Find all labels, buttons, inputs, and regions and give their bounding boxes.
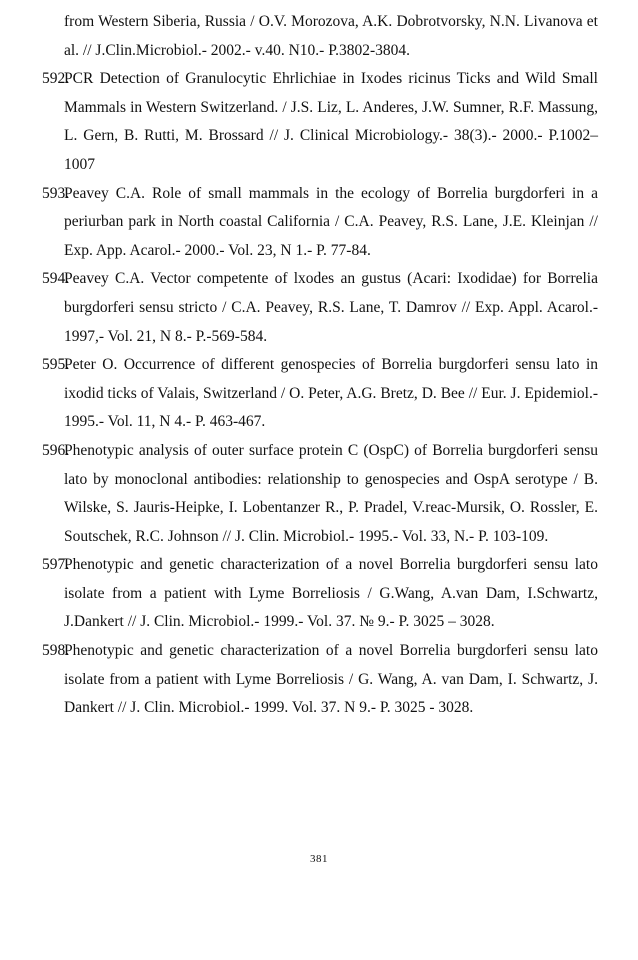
reference-number: 592. <box>42 70 70 88</box>
reference-number: 598. <box>42 642 70 660</box>
reference-text: Phenotypic and genetic characterization of a novel Borrelia burgdorferi sensu lato isolate from a patient with Lyme Borreliosis / G.Wang, A.van Dam, I.Schwartz, J.Dankert // J. Clin. Microbiol.- 1999.- Vol. 37. № 9.- P. 3025 – 3028. <box>64 556 598 631</box>
reference-number: 597. <box>42 556 70 574</box>
reference-list <box>42 8 598 723</box>
reference-item-596 <box>42 437 598 551</box>
reference-number: 596. <box>42 441 70 459</box>
reference-item-continued <box>42 8 598 65</box>
reference-text: Peavey C.A. Vector competente of lxodes an gustus (Acari: Ixodidae) for Borrelia burgdorferi sensu stricto / C.A. Peavey, R.S. Lane, T. Damrov // Exp. Appl. Acarol.- 1997,- Vol. 21, N 8.- P.-569-584. <box>64 270 598 345</box>
reference-text: Phenotypic analysis of outer surface protein C (OspC) of Borrelia burgdorferi sensu lato by monoclonal antibodies: relationship to genospecies and OspA serotype / B. Wilske, S. Jauris-Heipke, I. Lobentanzer R., P. Pradel, V.reac-Mursik, O. Rossler, E. Soutschek, R.C. Johnson // J. Clin. Microbiol.- 1995.- Vol. 33, N.- P. 103-109. <box>64 441 598 545</box>
reference-text: Peter O. Occurrence of different genospecies of Borrelia burgdorferi sensu lato in ixodid ticks of Valais, Switzerland / O. Peter, A.G. Bretz, D. Bee // Eur. J. Epidemiol.- 1995.- Vol. 11, N 4.- P. 463-467. <box>64 356 598 431</box>
reference-text: from Western Siberia, Russia / O.V. Morozova, A.K. Dobrotvorsky, N.N. Livanova et al. // J.Clin.Microbiol.- 2002.- v.40. N10.- P.3802-3804. <box>64 13 598 59</box>
reference-item-592 <box>42 65 598 179</box>
reference-item-593 <box>42 180 598 266</box>
reference-number: 593. <box>42 184 70 202</box>
reference-item-598 <box>42 637 598 723</box>
reference-number: 595. <box>42 356 70 374</box>
reference-text: Phenotypic and genetic characterization of a novel Borrelia burgdorferi sensu lato isolate from a patient with Lyme Borreliosis / G. Wang, A. van Dam, I. Schwartz, J. Dankert // J. Clin. Microbiol.- 1999. Vol. 37. N 9.- P. 3025 - 3028. <box>64 642 598 717</box>
reference-number: 594. <box>42 270 70 288</box>
reference-item-597 <box>42 551 598 637</box>
reference-text: PCR Detection of Granulocytic Ehrlichiae in Ixodes ricinus Ticks and Wild Small Mammals in Western Switzerland. / J.S. Liz, L. Anderes, J.W. Sumner, R.F. Massung, L. Gern, B. Rutti, M. Brossard // J. Clinical Microbiology.- 38(3).- 2000.- P.1002–1007 <box>64 70 598 173</box>
reference-text: Peavey C.A. Role of small mammals in the ecology of Borrelia burgdorferi in a periurban park in North coastal California / C.A. Peavey, R.S. Lane, J.E. Kleinjan // Exp. App. Acarol.- 2000.- Vol. 23, N 1.- P. 77-84. <box>64 184 598 259</box>
reference-item-595 <box>42 351 598 437</box>
page-number: 381 <box>310 853 328 865</box>
reference-item-594 <box>42 265 598 351</box>
